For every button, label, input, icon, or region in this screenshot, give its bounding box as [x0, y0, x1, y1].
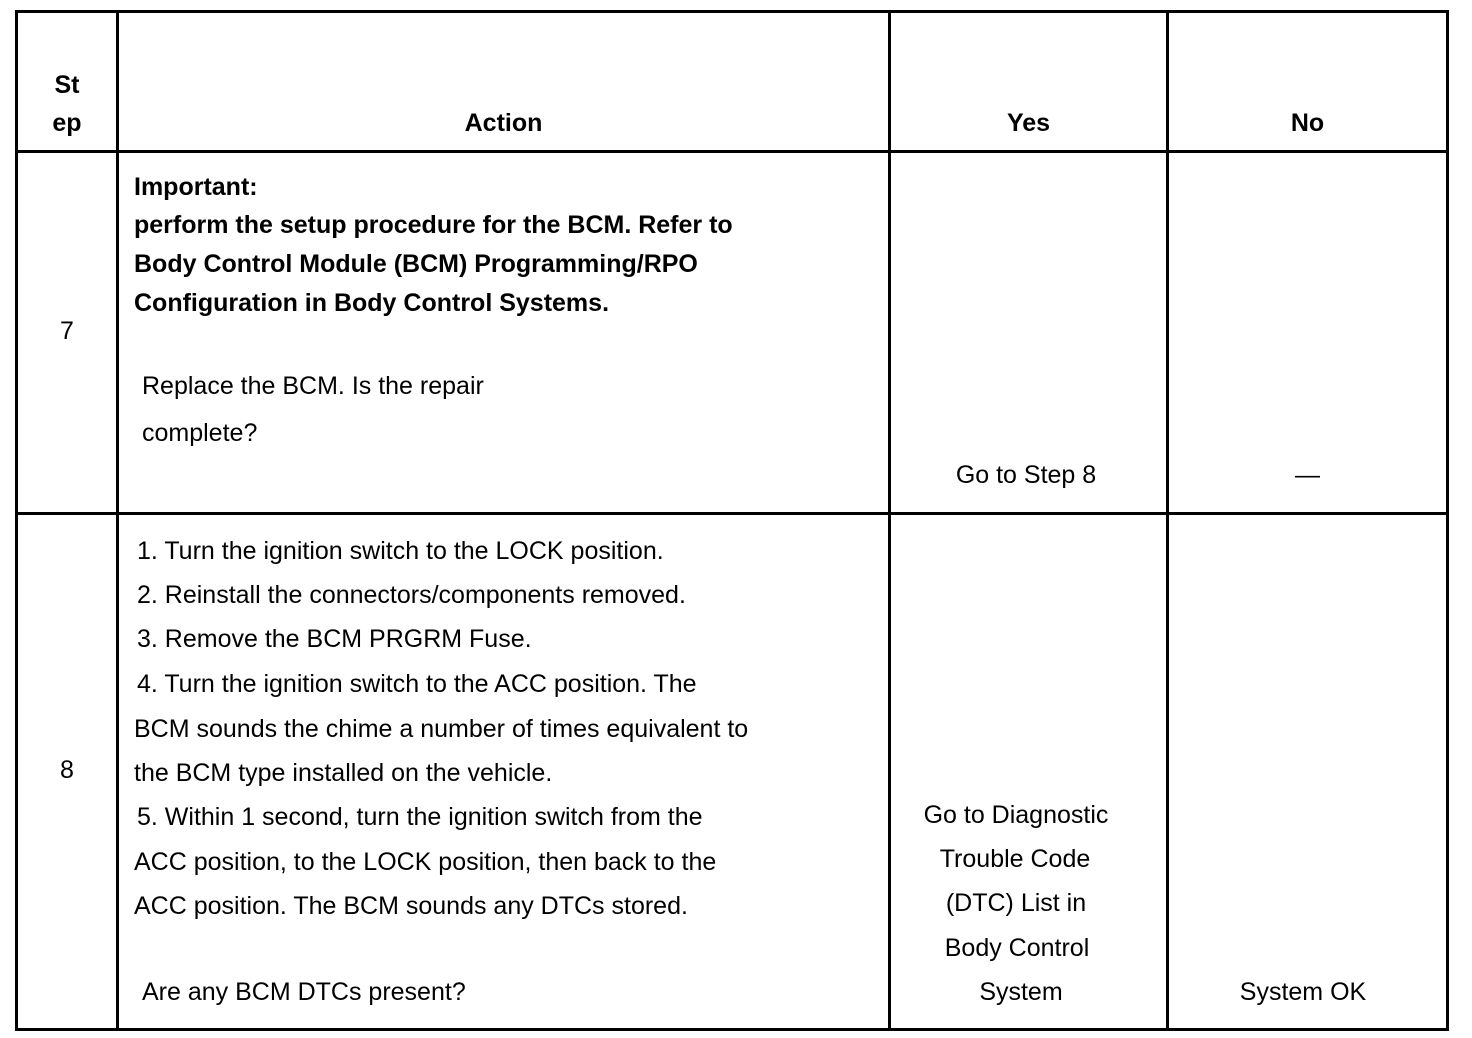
header-no: No [1290, 109, 1325, 137]
yes-result: Go to Step 8 [955, 461, 1097, 489]
yes-result-line: (DTC) List in [945, 889, 1087, 917]
no-result: System OK [1239, 978, 1367, 1006]
action-line: 5. Within 1 second, turn the ignition switch from the [137, 803, 703, 831]
header-action: Action [464, 109, 543, 137]
action-line: ACC position, to the LOCK position, then back to the [134, 848, 717, 876]
header-step [18, 66, 116, 142]
border-left [15, 10, 18, 1031]
important-note-line: Configuration in Body Control Systems. [134, 289, 610, 317]
action-line: 2. Reinstall the connectors/components removed. [137, 581, 686, 609]
action-line: complete? [142, 419, 258, 447]
yes-result-line: Body Control [944, 934, 1090, 962]
border-bottom [15, 1028, 1449, 1031]
important-note-line: Body Control Module (BCM) Programming/RPO [134, 250, 698, 278]
yes-result-line: Trouble Code [939, 845, 1091, 873]
action-question: Are any BCM DTCs present? [142, 978, 466, 1006]
step-number: 7 [60, 317, 74, 345]
action-line: 3. Remove the BCM PRGRM Fuse. [137, 625, 532, 653]
action-line: the BCM type installed on the vehicle. [134, 759, 553, 787]
no-result: — [1295, 461, 1320, 489]
header-yes: Yes [1006, 109, 1051, 137]
header-divider [15, 150, 1449, 153]
action-line: ACC position. The BCM sounds any DTCs stored. [134, 892, 688, 920]
step-number: 8 [60, 756, 74, 784]
important-label: Important: [134, 173, 258, 201]
header-step-line2: ep [52, 109, 82, 137]
border-top [15, 10, 1449, 13]
border-right [1446, 10, 1449, 1031]
action-line: 4. Turn the ignition switch to the ACC position. The [137, 670, 697, 698]
important-note-line: perform the setup procedure for the BCM. Refer to [134, 211, 733, 239]
header-step-line1: St [54, 71, 80, 99]
yes-result-line: Go to Diagnostic [923, 801, 1109, 829]
action-line: Replace the BCM. Is the repair [142, 372, 484, 400]
action-line: 1. Turn the ignition switch to the LOCK position. [137, 537, 664, 565]
yes-result-line: System [979, 978, 1063, 1006]
row-divider [15, 512, 1449, 515]
col-divider-step [116, 10, 119, 1031]
col-divider-yes [1166, 10, 1169, 1031]
action-line: BCM sounds the chime a number of times equivalent to [134, 715, 749, 743]
diagnostic-table [15, 10, 1449, 1031]
